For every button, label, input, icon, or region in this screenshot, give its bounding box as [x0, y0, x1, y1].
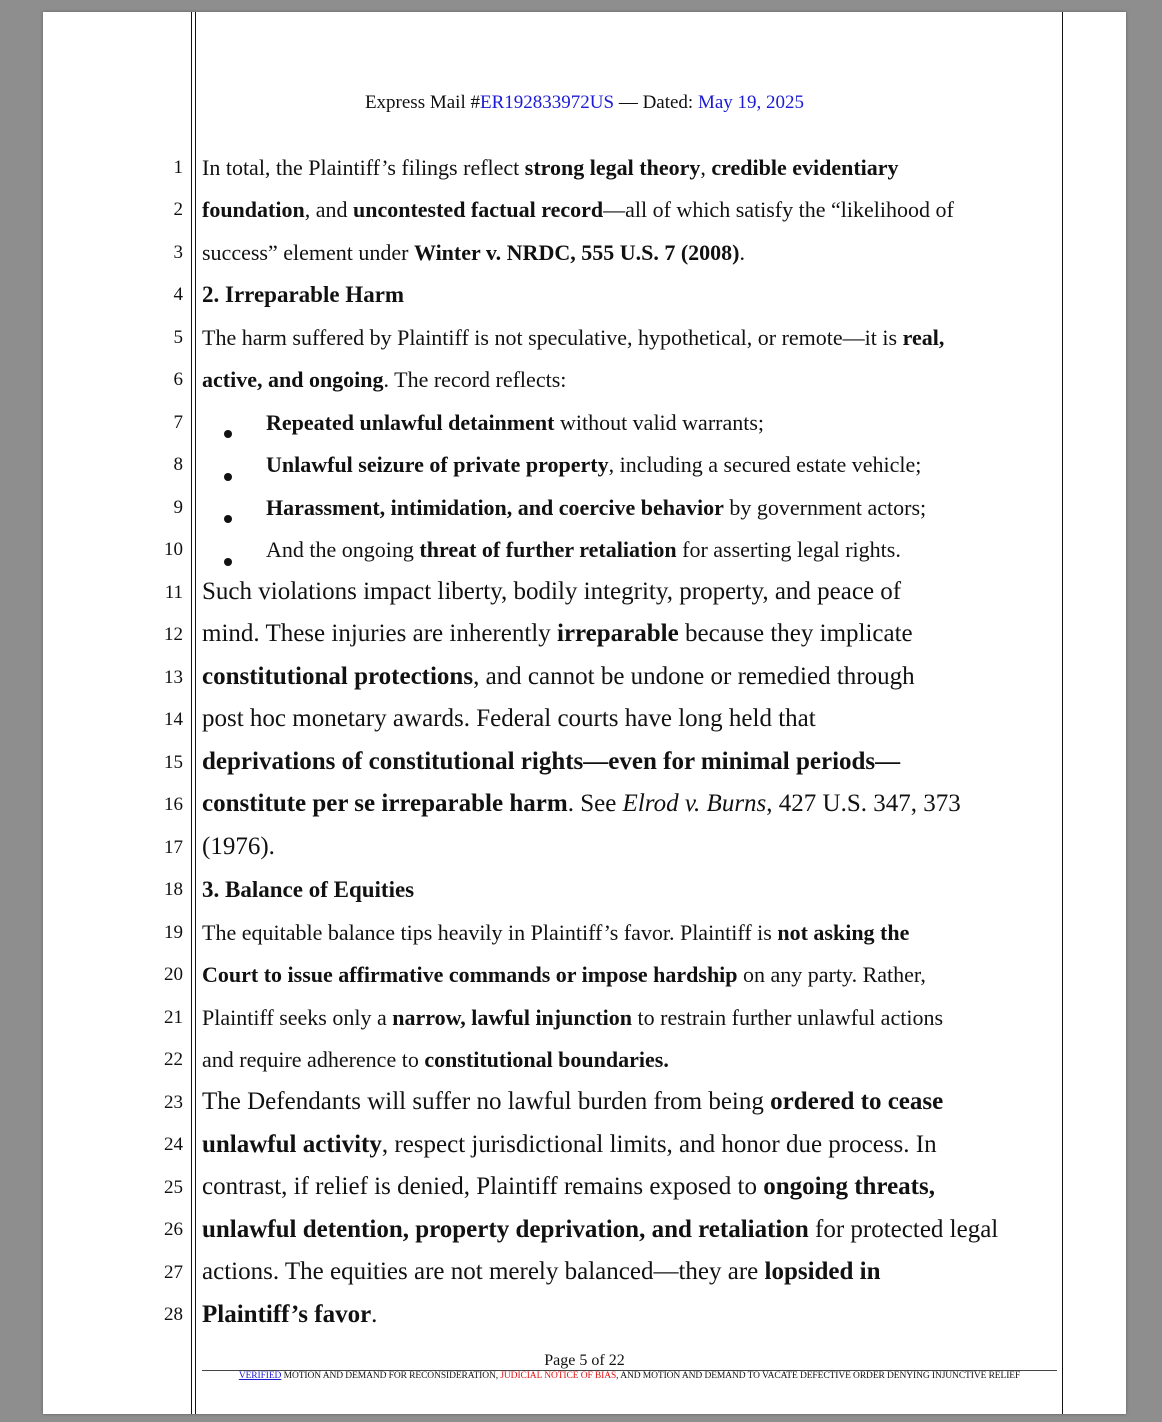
margin-rule [195, 12, 196, 1414]
text-line: foundation, and uncontested factual record—all of which satisfy the “likelihood of [202, 197, 954, 222]
bullet-icon [224, 515, 232, 523]
line-number: 24 [164, 1134, 183, 1155]
line-number: 8 [173, 454, 183, 475]
text-line: Plaintiff seeks only a narrow, lawful injunction to restrain further unlawful actions [202, 1005, 944, 1030]
text-line: (1976). [202, 833, 275, 860]
line-number: 13 [164, 667, 183, 688]
text-line: unlawful detention, property deprivation, and retaliation for protected legal [202, 1216, 999, 1243]
text-line: contrast, if relief is denied, Plaintiff remains exposed to ongoing threats, [202, 1173, 935, 1200]
text-line: constitutional protections, and cannot be undone or remedied through [202, 663, 915, 690]
line-number: 14 [164, 709, 183, 730]
case-citation: Elrod v. Burns [622, 790, 767, 817]
text-line: The harm suffered by Plaintiff is not speculative, hypothetical, or remote—it is real, [202, 325, 945, 350]
text-line: Such violations impact liberty, bodily integrity, property, and peace of [202, 578, 902, 605]
bullet-icon [224, 473, 232, 481]
margin-rule [1062, 12, 1063, 1414]
bullet-item: Repeated unlawful detainment without valid warrants; [266, 410, 765, 435]
line-number: 26 [164, 1219, 183, 1240]
line-number: 23 [164, 1092, 183, 1113]
line-number: 2 [173, 199, 183, 220]
line-number: 11 [164, 582, 183, 603]
line-number: 3 [173, 242, 183, 263]
tracking-number: ER192833972US [479, 92, 615, 113]
text-line: Court to issue affirmative commands or impose hardship on any party. Rather, [202, 962, 926, 987]
text-line: success” element under Winter v. NRDC, 555 U.S. 7 (2008). [202, 240, 745, 265]
line-number: 6 [173, 369, 183, 390]
line-number: 17 [164, 837, 183, 858]
line-number: 4 [173, 284, 183, 305]
bullet-item: Harassment, intimidation, and coercive behavior by government actors; [266, 495, 927, 520]
bullet-item: Unlawful seizure of private property, including a secured estate vehicle; [266, 452, 922, 477]
text-line: actions. The equities are not merely balanced—they are lopsided in [202, 1258, 881, 1285]
line-number: 22 [164, 1049, 183, 1070]
text-line: Plaintiff’s favor. [202, 1301, 378, 1328]
line-number: 5 [173, 327, 183, 348]
line-number: 1 [173, 157, 183, 178]
line-number: 21 [164, 1007, 183, 1028]
line-number: 28 [164, 1304, 183, 1325]
line-number: 7 [173, 412, 183, 433]
line-number: 16 [164, 794, 183, 815]
text-line: In total, the Plaintiff’s filings reflect strong legal theory, credible evidentiary [202, 155, 899, 180]
page-number: Page 5 of 22 [544, 1352, 625, 1369]
line-number: 19 [164, 922, 183, 943]
section-heading: 2. Irreparable Harm [202, 282, 405, 307]
line-number: 10 [164, 539, 183, 560]
section-heading: 3. Balance of Equities [202, 877, 415, 902]
text-line: deprivations of constitutional rights—even for minimal periods— [202, 748, 901, 775]
bullet-item: And the ongoing threat of further retaliation for asserting legal rights. [266, 537, 901, 562]
line-number: 27 [164, 1262, 183, 1283]
text-line: post hoc monetary awards. Federal courts have long held that [202, 705, 816, 732]
bullet-icon [224, 558, 232, 566]
line-number: 25 [164, 1177, 183, 1198]
text-line: The Defendants will suffer no lawful burden from being ordered to cease [202, 1088, 944, 1115]
line-number: 12 [164, 624, 183, 645]
margin-rule [191, 12, 192, 1414]
verified-link[interactable]: VERIFIED [238, 1371, 282, 1381]
text-line: active, and ongoing. The record reflects: [202, 367, 567, 392]
case-citation: Winter v. NRDC, 555 U.S. 7 (2008) [413, 240, 740, 265]
line-number: 20 [164, 964, 183, 985]
page-footer: VERIFIED MOTION AND DEMAND FOR RECONSIDERATION, JUDICIAL NOTICE OF BIAS, AND MOTION AND DEMAND TO VACATE DEFECTIVE ORDER DENYING INJUNCTIVE RELIEF [238, 1371, 1021, 1381]
text-line: The equitable balance tips heavily in Plaintiff’s favor. Plaintiff is not asking the [202, 920, 910, 945]
text-line: mind. These injuries are inherently irreparable because they implicate [202, 620, 913, 647]
text-line: constitute per se irreparable harm. See Elrod v. Burns, 427 U.S. 347, 373 [202, 790, 961, 817]
line-number: 15 [164, 752, 183, 773]
bias-notice: JUDICIAL NOTICE OF BIAS [500, 1371, 617, 1381]
text-line: unlawful activity, respect jurisdictional limits, and honor due process. In [202, 1131, 937, 1158]
page-header: Express Mail #ER192833972US — Dated: May 19, 2025 [364, 92, 805, 113]
bullet-icon [224, 430, 232, 438]
line-number: 18 [164, 879, 183, 900]
text-line: and require adherence to constitutional boundaries. [202, 1047, 669, 1072]
line-number: 9 [173, 497, 183, 518]
header-date: May 19, 2025 [697, 92, 805, 113]
document-page [43, 12, 1126, 1414]
